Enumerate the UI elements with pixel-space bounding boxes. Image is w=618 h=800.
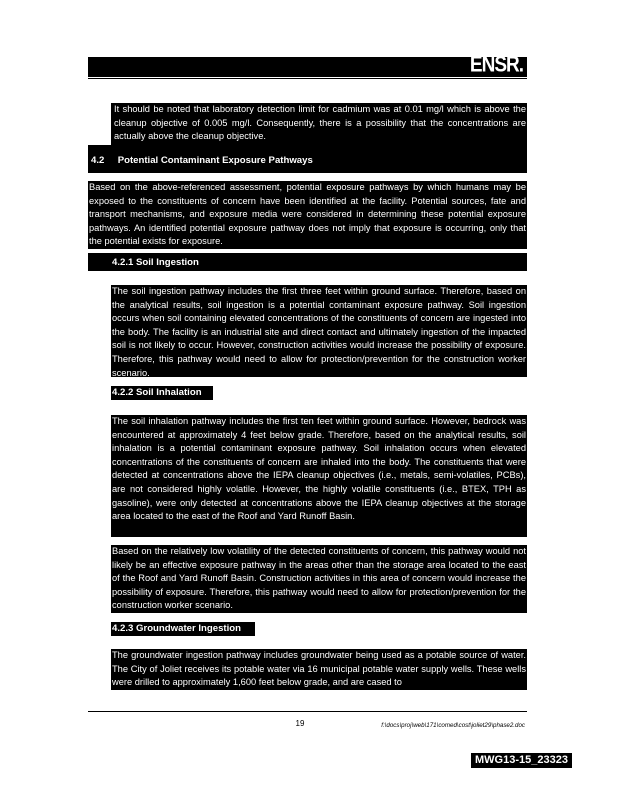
section-4-2-paragraph — [88, 181, 527, 249]
section-4-2-heading — [91, 154, 313, 168]
header-rule — [88, 78, 527, 79]
section-4-2-2-paragraph-1 — [111, 415, 527, 537]
section-4-2-3-paragraph — [111, 649, 527, 690]
file-path: f:\docs\proj\web\171\comed\cost\joliet29\phase2.doc — [381, 722, 525, 729]
header-bar — [88, 53, 527, 78]
page-number: 19 — [295, 719, 305, 728]
cadmium-note-text: It should be noted that laboratory detection limit for cadmium was at 0.01 mg/l which is above the cleanup objective of 0.005 mg/l. Consequently, there is a possibility that the concentrations are actually above the cleanup objective. — [114, 104, 526, 142]
section-4-2-title: Potential Contaminant Exposure Pathways — [117, 155, 313, 166]
section-4-2-1-heading: 4.2.1 Soil Ingestion — [112, 257, 199, 268]
section-4-2-body: Based on the above-referenced assessment, potential exposure pathways by which humans may be exposed to the constituents of concern have been identified at the facility. Potential sources, fate and transport mechanisms, and exposure media were considered in determining these potential exposure pathways. An identified potential exposure pathway does not imply that exposure is occurring, only that the potential exists for exposure. — [89, 182, 526, 247]
section-4-2-2-heading: 4.2.2 Soil Inhalation — [112, 387, 202, 398]
section-4-2-1-heading-bar — [88, 253, 527, 271]
bates-number: MWG13-15_23323 — [471, 753, 572, 768]
section-4-2-3-heading-bar — [111, 622, 255, 636]
section-4-2-1-body: The soil ingestion pathway includes the first three feet within ground surface. Therefore, based on the analytical results, soil ingestion is a potential contaminant exposure pathway. Soil ingestion occurs when soil containing elevated concentrations of the constituents of concern are ingested into the body. The facility is an industrial site and direct contact and ultimately ingestion of the impacted soil is not likely to occur. However, construction activities would increase the possibility of exposure. Therefore, this pathway would need to allow for protection/prevention for the construction worker scenario. — [112, 286, 526, 377]
section-4-2-heading-bar — [88, 145, 527, 173]
section-4-2-number: 4.2 — [91, 155, 105, 166]
section-4-2-2-heading-bar — [111, 386, 213, 400]
section-4-2-2-body-1: The soil inhalation pathway includes the first ten feet within ground surface. However, bedrock was encountered at approximately 4 feet below grade. Therefore, based on the analytical results, soil inhalation is a potential contaminant exposure pathway. Soil inhalation occurs when elevated concentrations of the constituents of concern are inhaled into the body. The constituents that were detected at concentrations above the IEPA cleanup objectives (i.e., metals, semi-volatiles, PCBs), are not considered highly volatile. However, the highly volatile constituents (i.e., BTEX, TPH as gasoline), were only detected at concentrations above the IEPA cleanup objectives at the storage area located to the east of the Roof and Yard Runoff Basin. — [112, 416, 526, 522]
ensr-logo: ENSR. — [469, 53, 523, 78]
cadmium-note-paragraph — [111, 103, 527, 145]
section-4-2-3-body: The groundwater ingestion pathway includes groundwater being used as a potable source of water. The City of Joliet receives its potable water via 16 municipal potable water supply wells. These wells were drilled to approximately 1,600 feet below grade, and are cased to — [112, 650, 526, 688]
footer-rule — [88, 711, 527, 712]
section-4-2-3-heading: 4.2.3 Groundwater Ingestion — [112, 623, 242, 634]
section-4-2-1-paragraph — [111, 285, 527, 377]
section-4-2-2-body-2: Based on the relatively low volatility of the detected constituents of concern, this pathway would not likely be an effective exposure pathway in the areas other than the storage area located to the east of the Roof and Yard Runoff Basin. Construction activities in this area of concern would increase the possibility of exposure. Therefore, this pathway would need to allow for protection/prevention for the construction worker scenario. — [112, 546, 526, 611]
section-4-2-2-paragraph-2 — [111, 545, 527, 613]
